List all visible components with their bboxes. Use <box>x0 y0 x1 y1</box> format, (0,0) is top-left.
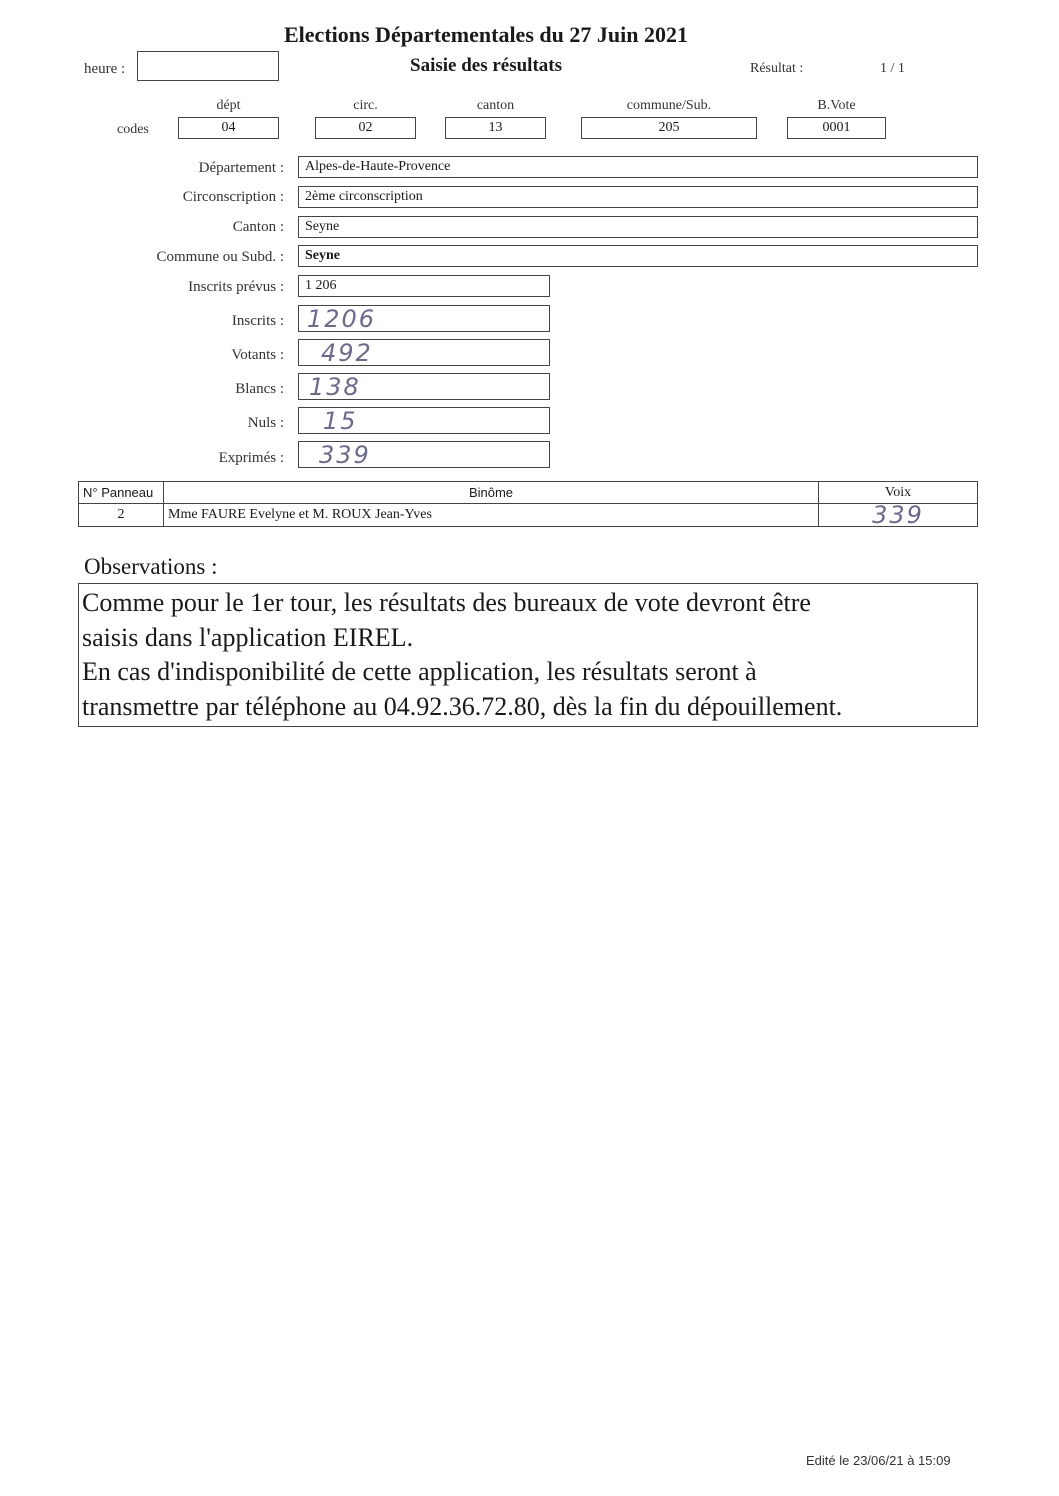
inscrits-prevus-label: Inscrits prévus : <box>188 279 284 295</box>
heure-input[interactable] <box>137 51 279 81</box>
heure-label: heure : <box>84 61 126 77</box>
code-field-circ[interactable]: 02 <box>315 117 416 139</box>
code-field-commune[interactable]: 205 <box>581 117 757 139</box>
observation-line: transmettre par téléphone au 04.92.36.72.80, dès la fin du dépouillement. <box>82 691 843 721</box>
code-field-bvote[interactable]: 0001 <box>787 117 886 139</box>
circonscription-field[interactable]: 2ème circonscription <box>298 186 978 208</box>
exprimes-label: Exprimés : <box>218 450 284 466</box>
code-header-dept: dépt <box>216 98 241 113</box>
commune-field[interactable]: Seyne <box>298 245 978 267</box>
canton-field[interactable]: Seyne <box>298 216 978 238</box>
col-header-voix: Voix <box>819 482 978 504</box>
nuls-field[interactable]: 15 <box>298 407 550 434</box>
col-header-binome: Binôme <box>164 482 819 504</box>
votants-label: Votants : <box>231 347 284 363</box>
blancs-field[interactable]: 138 <box>298 373 550 400</box>
resultat-label: Résultat : <box>750 61 804 76</box>
commune-label: Commune ou Subd. : <box>156 249 284 265</box>
observation-line: Comme pour le 1er tour, les résultats des bureaux de vote devront être <box>82 588 811 617</box>
col-header-panneau: N° Panneau <box>79 482 164 504</box>
exprimes-field[interactable]: 339 <box>298 441 550 468</box>
codes-label: codes <box>117 122 149 137</box>
circonscription-label: Circonscription : <box>182 189 284 205</box>
table-row <box>79 504 978 527</box>
code-header-commune: commune/Sub. <box>626 98 712 113</box>
observation-line: En cas d'indisponibilité de cette application, les résultats seront à <box>82 657 757 686</box>
cell-panneau: 2 <box>79 504 164 527</box>
nuls-label: Nuls : <box>247 415 284 431</box>
blancs-label: Blancs : <box>235 381 284 397</box>
votants-field[interactable]: 492 <box>298 339 550 366</box>
inscrits-label: Inscrits : <box>231 313 284 329</box>
canton-label: Canton : <box>232 219 284 235</box>
page-subtitle: Saisie des résultats <box>410 55 562 76</box>
cell-voix[interactable]: 339 <box>819 504 978 527</box>
table-header-row <box>79 482 978 504</box>
departement-field[interactable]: Alpes-de-Haute-Provence <box>298 156 978 178</box>
code-field-dept[interactable]: 04 <box>178 117 279 139</box>
cell-binome: Mme FAURE Evelyne et M. ROUX Jean-Yves <box>164 504 819 527</box>
code-field-canton[interactable]: 13 <box>445 117 546 139</box>
footer-edit-date: Edité le 23/06/21 à 15:09 <box>806 1453 951 1468</box>
code-header-circ: circ. <box>353 98 378 113</box>
observations-title: Observations : <box>84 554 218 579</box>
candidates-table <box>78 481 978 527</box>
inscrits-prevus-field[interactable]: 1 206 <box>298 275 550 297</box>
departement-label: Département : <box>198 160 284 176</box>
inscrits-field[interactable]: 1206 <box>298 305 550 332</box>
observations-box <box>78 583 978 727</box>
observation-line: saisis dans l'application EIREL. <box>82 622 414 652</box>
page-title: Elections Départementales du 27 Juin 2021 <box>284 22 688 47</box>
code-header-bvote: B.Vote <box>817 98 856 113</box>
code-header-canton: canton <box>476 98 515 113</box>
resultat-value: 1 / 1 <box>880 61 905 76</box>
